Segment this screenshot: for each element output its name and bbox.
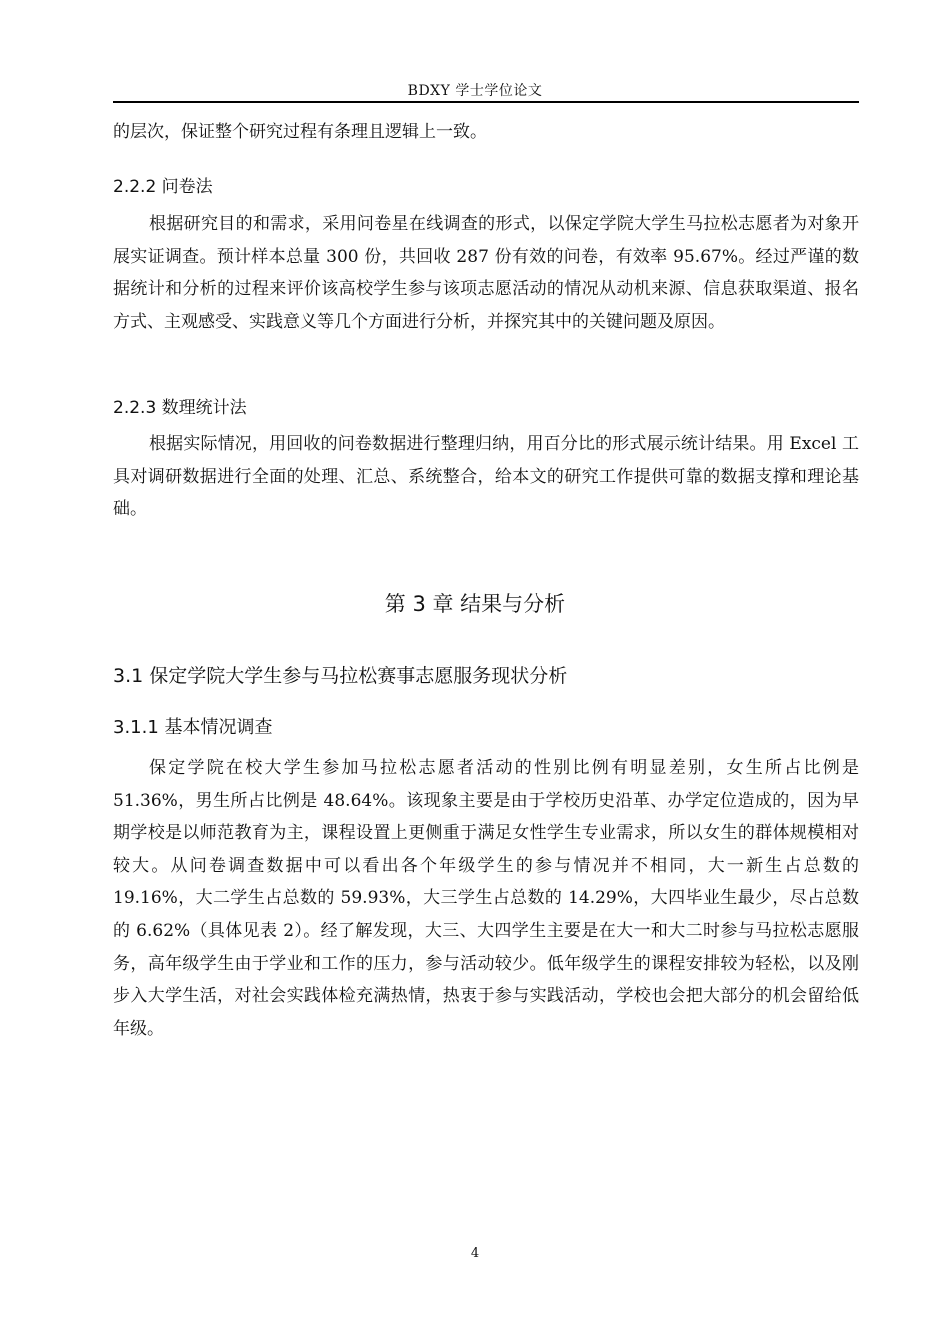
page-number: 4: [470, 1246, 480, 1261]
paragraph-3-1-1: 保定学院在校大学生参加马拉松志愿者活动的性别比例有明显差别，女生所占比例是 51.36%，男生所占比例是 48.64%。该现象主要是由于学校历史沿革、办学定位造成的，因为早期学校是以师范教育为主，课程设置上更侧重于满足女性学生专业需求，所以女生的群体规模相对较大。从问卷调查数据中可以看出各个年级学生的参与情况并不相同，大一新生占总数的 19.16%，大二学生占总数的 59.93%，大三学生占总数的 14.29%，大四毕业生最少，尽占总数的 6.62%（具体见表 2）。经了解发现，大三、大四学生主要是在大一和大二时参与马拉松志愿服务，高年级学生由于学业和工作的压力，参与活动较少。低年级学生的课程安排较为轻松，以及刚步入大学生活，对社会实践体检充满热情，热衷于参与实践活动，学校也会把大部分的机会留给低年级。: [113, 758, 859, 1039]
heading-3-1-1: 3.1.1 基本情况调查: [113, 717, 273, 738]
header-divider: [113, 101, 859, 103]
chapter-title: 第 3 章 结果与分析: [384, 592, 566, 616]
paragraph-2-2-3: 根据实际情况，用回收的问卷数据进行整理归纳，用百分比的形式展示统计结果。用 Excel 工具对调研数据进行全面的处理、汇总、系统整合，给本文的研究工作提供可靠的数据支撑和理论基础。: [113, 434, 859, 520]
heading-2-2-2: 2.2.2 问卷法: [113, 177, 213, 197]
heading-2-2-3: 2.2.3 数理统计法: [113, 398, 247, 418]
page-header-title: BDXY 学士学位论文: [407, 83, 543, 99]
paragraph-intro: 的层次，保证整个研究过程有条理且逻辑上一致。: [113, 122, 487, 142]
paragraph-2-2-2: 根据研究目的和需求，采用问卷星在线调查的形式，以保定学院大学生马拉松志愿者为对象开展实证调查。预计样本总量 300 份，共回收 287 份有效的问卷，有效率 95.67%。经过严谨的数据统计和分析的过程来评价该高校学生参与该项志愿活动的情况从动机来源、信息获取渠道、报名方式、主观感受、实践意义等几个方面进行分析，并探究其中的关键问题及原因。: [113, 214, 859, 332]
heading-3-1: 3.1 保定学院大学生参与马拉松赛事志愿服务现状分析: [113, 665, 568, 687]
